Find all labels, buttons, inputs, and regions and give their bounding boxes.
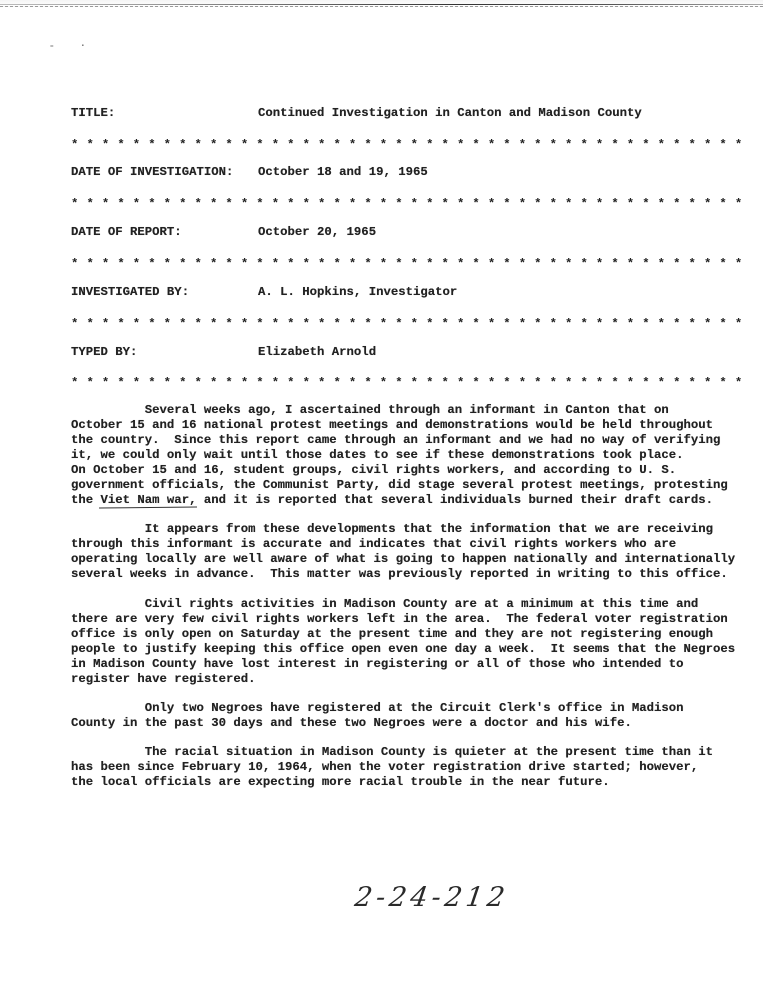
asterisk-divider: * * * * * * * * * * * * * * * * * * * * * * * * * * * * * * * * * * * * * * * * * * * * <box>71 138 743 152</box>
paragraph-line: there are very few civil rights workers left in the area. The federal voter registration <box>71 612 728 626</box>
paragraph-line: people to justify keeping this office open even one day a week. It seems that the Negroes <box>71 642 736 656</box>
field-value: A. L. Hopkins, Investigator <box>258 285 458 299</box>
paragraph-line: register have registered. <box>71 672 256 686</box>
paragraph-line: County in the past 30 days and these two Negroes were a doctor and his wife. <box>71 716 632 730</box>
paragraph-line: several weeks in advance. This matter was previously reported in writing to this office. <box>71 567 728 581</box>
paragraph-line: The racial situation in Madison County is quieter at the present time than it <box>71 745 714 759</box>
asterisk-divider: * * * * * * * * * * * * * * * * * * * * * * * * * * * * * * * * * * * * * * * * * * * * <box>71 197 743 211</box>
scan-speck: = <box>50 43 54 50</box>
paragraph-line: the local officials are expecting more racial trouble in the near future. <box>71 775 610 789</box>
field-label: INVESTIGATED BY: <box>71 285 190 299</box>
paragraph-line: Several weeks ago, I ascertained through an informant in Canton that on <box>71 403 669 417</box>
body-paragraph <box>71 745 761 790</box>
body-paragraph <box>71 522 761 582</box>
handwritten-underline <box>99 506 197 508</box>
paragraph-line: has been since February 10, 1964, when the voter registration drive started; however, <box>71 760 699 774</box>
body-paragraph <box>71 403 761 508</box>
handwritten-file-number: 2-24-212 <box>352 882 511 913</box>
paragraph-line: operating locally are well aware of what is going to happen nationally and internationally <box>71 552 736 566</box>
field-label: DATE OF INVESTIGATION: <box>71 165 234 179</box>
paragraph-line: in Madison County have lost interest in registering or all of those who intended to <box>71 657 684 671</box>
asterisk-divider: * * * * * * * * * * * * * * * * * * * * * * * * * * * * * * * * * * * * * * * * * * * * <box>71 257 743 271</box>
field-label: DATE OF REPORT: <box>71 225 182 239</box>
paragraph-line: It appears from these developments that the information that we are receiving <box>71 522 714 536</box>
paragraph-line: the country. Since this report came through an informant and we had no way of verifying <box>71 433 721 447</box>
field-value: Continued Investigation in Canton and Madison County <box>258 106 642 120</box>
paragraph-line: through this informant is accurate and indicates that civil rights workers who are <box>71 537 677 551</box>
field-label: TITLE: <box>71 106 116 120</box>
paragraph-line: it, we could only wait until those dates to see if these demonstrations took place. <box>71 448 684 462</box>
field-value: Elizabeth Arnold <box>258 345 377 359</box>
paragraph-line: government officials, the Communist Party, did stage several protest meetings, protesting <box>71 478 728 492</box>
scan-border-line <box>0 4 763 5</box>
paragraph-line: office is only open on Saturday at the present time and they are not registering enough <box>71 627 714 641</box>
asterisk-divider: * * * * * * * * * * * * * * * * * * * * * * * * * * * * * * * * * * * * * * * * * * * * <box>71 317 743 331</box>
paragraph-line: Only two Negroes have registered at the Circuit Clerk's office in Madison <box>71 701 684 715</box>
body-paragraph <box>71 701 761 731</box>
paragraph-line: On October 15 and 16, student groups, civil rights workers, and according to U. S. <box>71 463 677 477</box>
paragraph-line: Civil rights activities in Madison County are at a minimum at this time and <box>71 597 699 611</box>
asterisk-divider: * * * * * * * * * * * * * * * * * * * * * * * * * * * * * * * * * * * * * * * * * * * * <box>71 376 743 390</box>
scan-speck: ▪ <box>81 42 85 49</box>
body-paragraph <box>71 597 761 687</box>
paragraph-line: the Viet Nam war, and it is reported that several individuals burned their draft cards. <box>71 493 714 507</box>
field-value: October 18 and 19, 1965 <box>258 165 428 179</box>
field-value: October 20, 1965 <box>258 225 377 239</box>
field-label: TYPED BY: <box>71 345 138 359</box>
paragraph-line: October 15 and 16 national protest meetings and demonstrations would be held throughout <box>71 418 714 432</box>
